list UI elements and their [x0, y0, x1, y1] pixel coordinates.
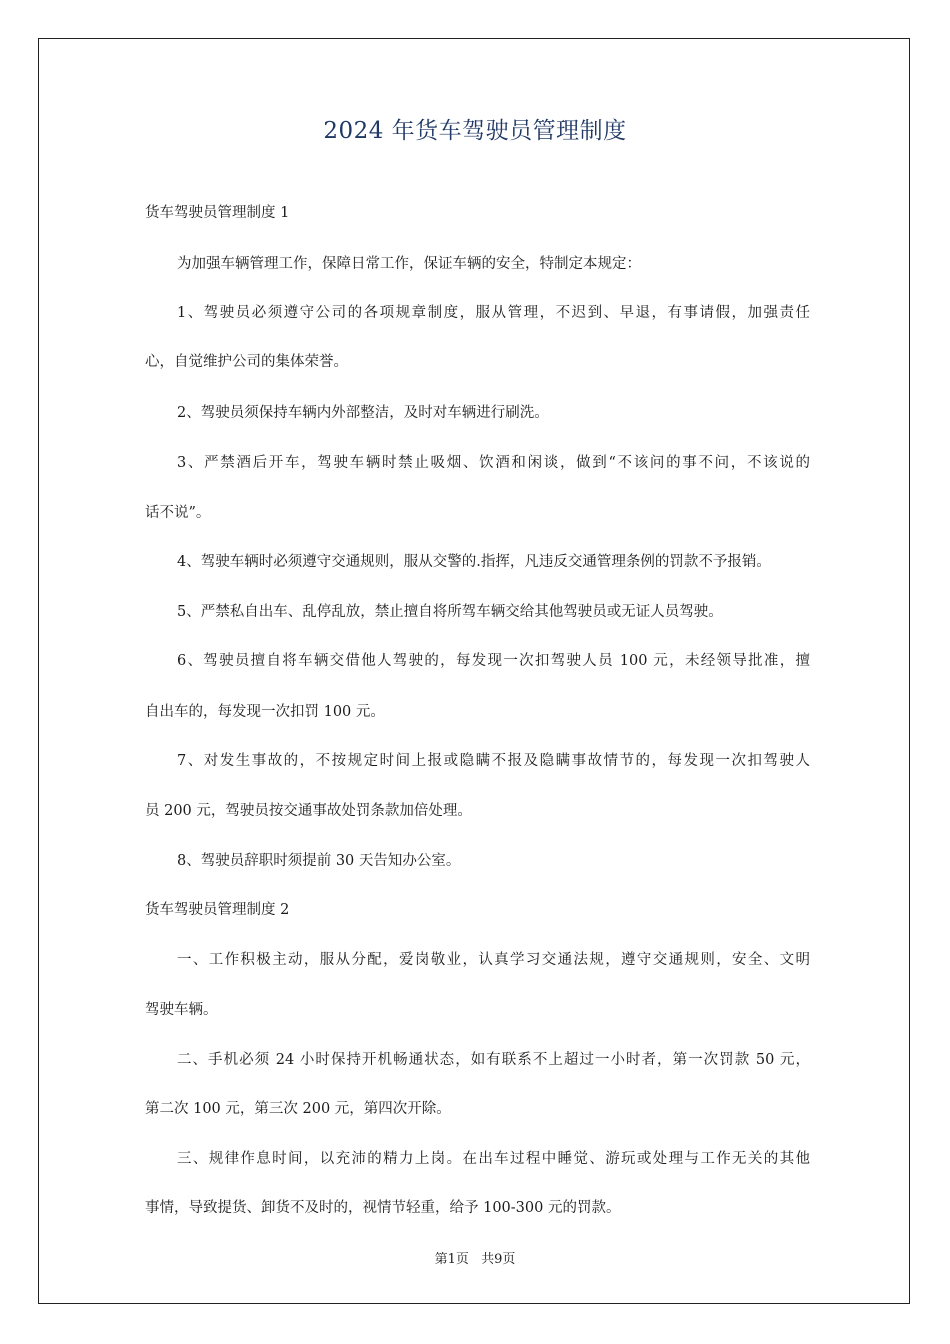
- rule-4: 4、驾驶车辆时必须遵守交通规则，服从交警的.指挥，凡违反交通管理条例的罚款不予报销。: [177, 554, 771, 570]
- section-heading-1: 货车驾驶员管理制度 1: [145, 205, 290, 221]
- item-2-line-2: 第二次 100 元，第三次 200 元，第四次开除。: [145, 1101, 451, 1117]
- rule-6-line-2: 自出车的，每发现一次扣罚 100 元。: [145, 704, 385, 720]
- rule-2: 2、驾驶员须保持车辆内外部整洁，及时对车辆进行刷洗。: [177, 405, 549, 421]
- intro-paragraph: 为加强车辆管理工作，保障日常工作，保证车辆的安全，特制定本规定：: [177, 256, 641, 272]
- item-1-line-2: 驾驶车辆。: [145, 1002, 218, 1018]
- item-3-line-2: 事情，导致提货、卸货不及时的，视情节轻重，给予 100-300 元的罚款。: [145, 1200, 621, 1216]
- document-title: 2024 年货车驾驶员管理制度: [323, 118, 627, 144]
- item-3-line-1: 三、规律作息时间，以充沛的精力上岗。在出车过程中睡觉、游玩或处理与工作无关的其他: [177, 1151, 810, 1167]
- rule-3-line-2: 话不说”。: [145, 505, 211, 521]
- section-heading-2: 货车驾驶员管理制度 2: [145, 902, 290, 918]
- item-2-line-1: 二、手机必须 24 小时保持开机畅通状态，如有联系不上超过一小时者，第一次罚款 50 元，: [177, 1052, 810, 1068]
- rule-8: 8、驾驶员辞职时须提前 30 天告知办公室。: [177, 853, 461, 869]
- page-footer: [0, 1248, 950, 1267]
- rule-7-line-1: 7、对发生事故的，不按规定时间上报或隐瞒不报及隐瞒事故情节的，每发现一次扣驾驶人: [177, 753, 810, 769]
- item-1-line-1: 一、工作积极主动，服从分配，爱岗敬业，认真学习交通法规，遵守交通规则，安全、文明: [177, 952, 810, 968]
- page-total: 共9页: [481, 1252, 516, 1267]
- rule-1-line-1: 1、驾驶员必须遵守公司的各项规章制度，服从管理，不迟到、早退，有事请假，加强责任: [177, 305, 810, 321]
- page-number: 第1页: [434, 1252, 469, 1267]
- rule-3-line-1: 3、严禁酒后开车，驾驶车辆时禁止吸烟、饮酒和闲谈，做到“不该问的事不问，不该说的: [177, 455, 810, 471]
- rule-5: 5、严禁私自出车、乱停乱放，禁止擅自将所驾车辆交给其他驾驶员或无证人员驾驶。: [177, 604, 723, 620]
- rule-6-line-1: 6、驾驶员擅自将车辆交借他人驾驶的，每发现一次扣驾驶人员 100 元，未经领导批准，擅: [177, 653, 810, 669]
- rule-7-line-2: 员 200 元，驾驶员按交通事故处罚条款加倍处理。: [145, 803, 472, 819]
- rule-1-line-2: 心，自觉维护公司的集体荣誉。: [145, 354, 348, 370]
